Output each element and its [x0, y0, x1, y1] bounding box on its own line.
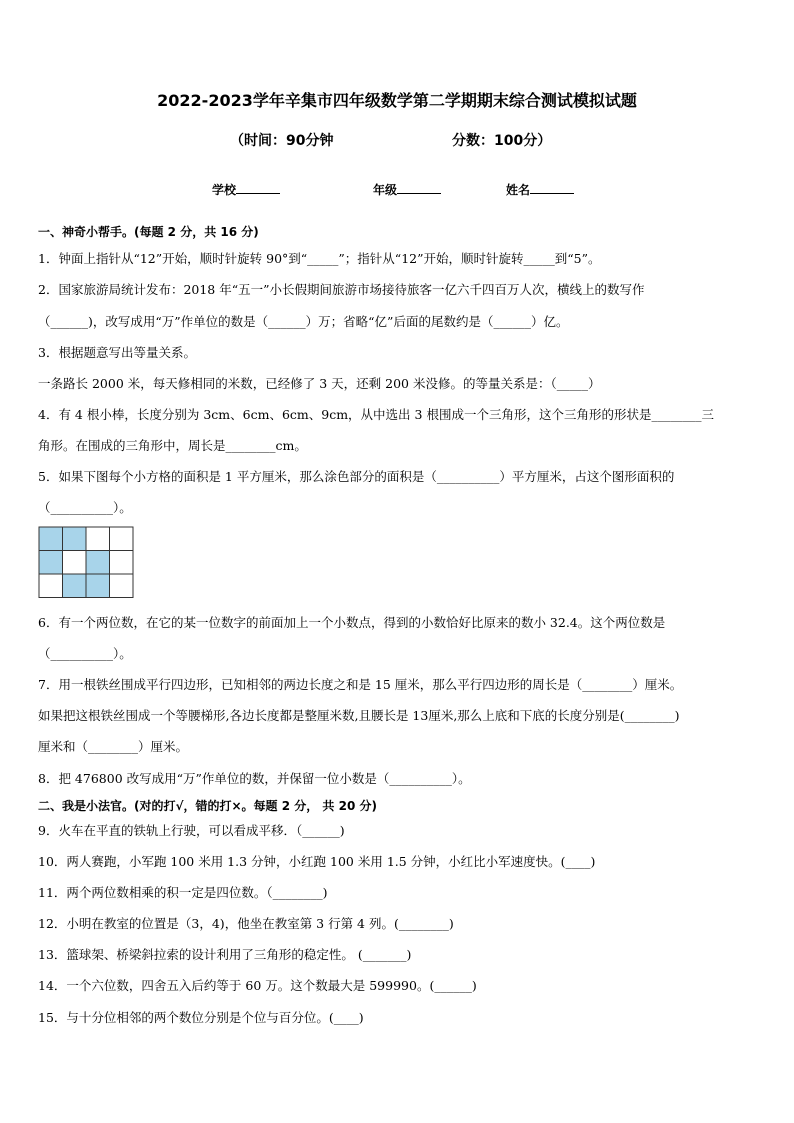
question-9: 9．火车在平直的铁轨上行驶，可以看成平移．（______) — [38, 823, 345, 838]
grid-cell — [63, 551, 87, 575]
question-4-line-2: 角形。在围成的三角形中，周长是________cm。 — [38, 438, 307, 453]
grid-cell — [86, 527, 110, 551]
question-2-line-2: （______)，改写成用“万”作单位的数是（______）万；省略“亿”后面的尾数约是（______）亿。 — [38, 314, 569, 329]
page-title: 2022-2023学年辛集市四年级数学第二学期期末综合测试模拟试题 — [157, 91, 637, 110]
shaded-cell — [39, 527, 63, 551]
exam-time: （时间：90分钟 — [230, 133, 334, 149]
grid-cell — [39, 574, 63, 598]
question-15: 15．与十分位相邻的两个数位分别是个位与百分位。(____) — [38, 1010, 364, 1025]
question-12: 12．小明在教室的位置是（3，4)，他坐在教室第 3 行第 4 列。(________) — [38, 916, 454, 931]
school-field[interactable] — [212, 181, 280, 198]
question-10: 10．两人赛跑，小军跑 100 米用 1.3 分钟，小红跑 100 米用 1.5 分钟，小红比小军速度快。(____) — [38, 854, 596, 869]
question-7-line-2: 如果把这根铁丝围成一个等腰梯形,各边长度都是整厘米数,且腰长是 13厘米,那么上底和下底的长度分别是(________) — [38, 708, 680, 723]
question-7-line-1: 7．用一根铁丝围成平行四边形，已知相邻的两边长度之和是 15 厘米，那么平行四边形的周长是（________）厘米。 — [38, 677, 683, 692]
question-8: 8．把 476800 改写成用“万”作单位的数，并保留一位小数是（__________）。 — [38, 771, 471, 786]
question-3-line-2: 一条路长 2000 米，每天修相同的米数，已经修了 3 天，还剩 200 米没修。的等量关系是：（_____） — [38, 376, 601, 391]
name-label: 姓名 — [506, 183, 531, 197]
exam-score: 分数：100分） — [452, 133, 552, 149]
grid-cell — [110, 527, 134, 551]
school-label: 学校 — [212, 183, 237, 197]
question-7-line-3: 厘米和（________）厘米。 — [38, 739, 189, 754]
shaded-cell — [39, 551, 63, 575]
shaded-cell — [86, 574, 110, 598]
question-6-line-1: 6．有一个两位数，在它的某一位数字的前面加上一个小数点，得到的小数恰好比原来的数小 32.4。这个两位数是 — [38, 615, 666, 630]
section-1-heading: 一、神奇小帮手。(每题 2 分，共 16 分) — [38, 225, 259, 239]
grade-label: 年级 — [373, 183, 398, 197]
question-3-line-1: 3．根据题意写出等量关系。 — [38, 345, 196, 360]
shaded-cell — [86, 551, 110, 575]
question-13: 13．篮球架、桥梁斜拉索的设计利用了三角形的稳定性。 (_______) — [38, 947, 412, 962]
grid-cell — [110, 551, 134, 575]
question-11: 11．两个两位数相乘的积一定是四位数。（________) — [38, 885, 328, 900]
shaded-grid-figure — [38, 526, 134, 600]
question-2-line-1: 2．国家旅游局统计发布：2018 年“五一”小长假期间旅游市场接待旅客一亿六千四百万人次，横线上的数写作 — [38, 282, 645, 297]
name-field[interactable] — [506, 181, 574, 198]
question-5-line-2: （__________）。 — [38, 500, 132, 515]
question-5-line-1: 5．如果下图每个小方格的面积是 1 平方厘米，那么涂色部分的面积是（__________）平方厘米，占这个图形面积的 — [38, 469, 675, 484]
question-1: 1．钟面上指针从“12”开始，顺时针旋转 90°到“_____”；指针从“12”开始，顺时针旋转_____到“5”。 — [38, 251, 601, 266]
grade-field[interactable] — [373, 181, 441, 198]
section-2-heading: 二、我是小法官。(对的打√，错的打×。每题 2 分， 共 20 分) — [38, 799, 377, 813]
question-4-line-1: 4．有 4 根小棒，长度分别为 3cm、6cm、6cm、9cm，从中选出 3 根围成一个三角形，这个三角形的形状是________三 — [38, 407, 714, 422]
question-14: 14．一个六位数，四舍五入后约等于 60 万。这个数最大是 599990。(______) — [38, 978, 477, 993]
shaded-cell — [63, 527, 87, 551]
grid-cell — [110, 574, 134, 598]
question-6-line-2: （__________）。 — [38, 646, 132, 661]
shaded-cell — [63, 574, 87, 598]
